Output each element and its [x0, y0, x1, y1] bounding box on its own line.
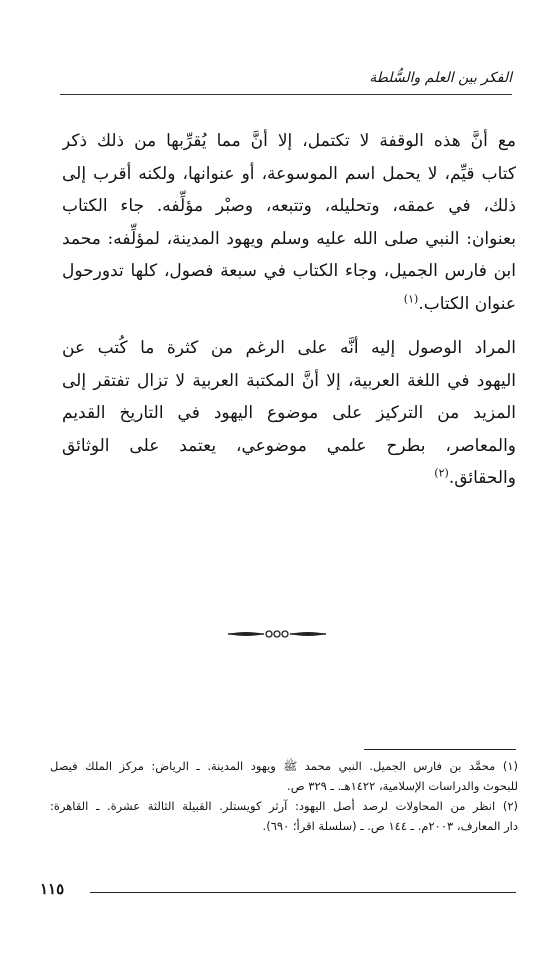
header-divider: [60, 94, 512, 95]
footnote-1-line: (١) محمَّد بن فارس الجميل. النبي محمد ﷺ ويهود المدينة. ـ الرياض: مركز الملك فيصل: [50, 759, 518, 773]
paragraph-1-line: مع أنَّ هذه الوقفة لا تكتمل، إلا أنَّ مما يُقرِّبها من ذلك ذكر: [62, 131, 516, 151]
paragraph-1-text: عنوان الكتاب.: [418, 293, 516, 314]
footnote-divider: [364, 749, 516, 750]
footnote-2-line: (٢) انظر من المحاولات لرصد أصل اليهود: آرثر كويستلر. القبيلة الثالثة عشرة. ـ القاهرة:: [50, 799, 518, 813]
footer-divider: [90, 892, 516, 893]
paragraph-1: [62, 125, 516, 320]
page-number: ١١٥: [40, 880, 65, 898]
footnote-1-line: للبحوث والدراسات الإسلامية، ١٤٢٢هـ. ـ ٣٢٩ ص.: [287, 779, 518, 793]
paragraph-1-line: بعنوان: النبي صلى الله عليه وسلم ويهود المدينة، لمؤلِّفه: محمد: [62, 228, 516, 249]
section-ornament: [226, 624, 328, 644]
running-header: [60, 70, 512, 98]
paragraph-2-line: المراد الوصول إليه أنَّه على الرغم من كثرة ما كُتب عن: [62, 338, 516, 358]
paragraph-2-line: اليهود في اللغة العربية، إلا أنَّ المكتبة العربية لا تزال تفتقر إلى: [62, 370, 516, 391]
paragraph-1-line: ابن فارس الجميل، وجاء الكتاب في سبعة فصول، كلها تدورحول: [62, 261, 516, 281]
paragraph-2-line: المزيد من التركيز على موضوع اليهود في التاريخ القديم: [62, 403, 516, 423]
paragraph-2-text: والحقائق.: [448, 468, 516, 488]
paragraph-1-last-line: [62, 288, 516, 321]
footnotes: [50, 756, 518, 836]
paragraph-1-line: كتاب قيِّم، لا يحمل اسم الموسوعة، أو عنوانها، ولكنه أقرب إلى: [62, 163, 516, 184]
footnote-ref-1: (١): [403, 291, 419, 305]
footnote-ref-2: (٢): [434, 466, 449, 480]
paragraph-2-last-line: [62, 462, 516, 495]
body-text: [62, 125, 516, 507]
paragraph-2-line: والمعاصر، بطرح علمي موضوعي، يعتمد على الوثائق: [62, 435, 516, 456]
footnote-2-line: دار المعارف، ٢٠٠٣م. ـ ١٤٤ ص. ـ (سلسلة اقرأ؛ ٦٩٠).: [262, 819, 518, 833]
paragraph-2: [62, 332, 516, 495]
running-header-title: الفكر بين العلم والسُّلطة: [369, 70, 512, 86]
paragraph-1-line: ذلك، في عمقه، وتحليله، وتتبعه، وصبْر مؤلِّفه. جاء الكتاب: [62, 196, 516, 216]
page-footer: [40, 880, 516, 904]
